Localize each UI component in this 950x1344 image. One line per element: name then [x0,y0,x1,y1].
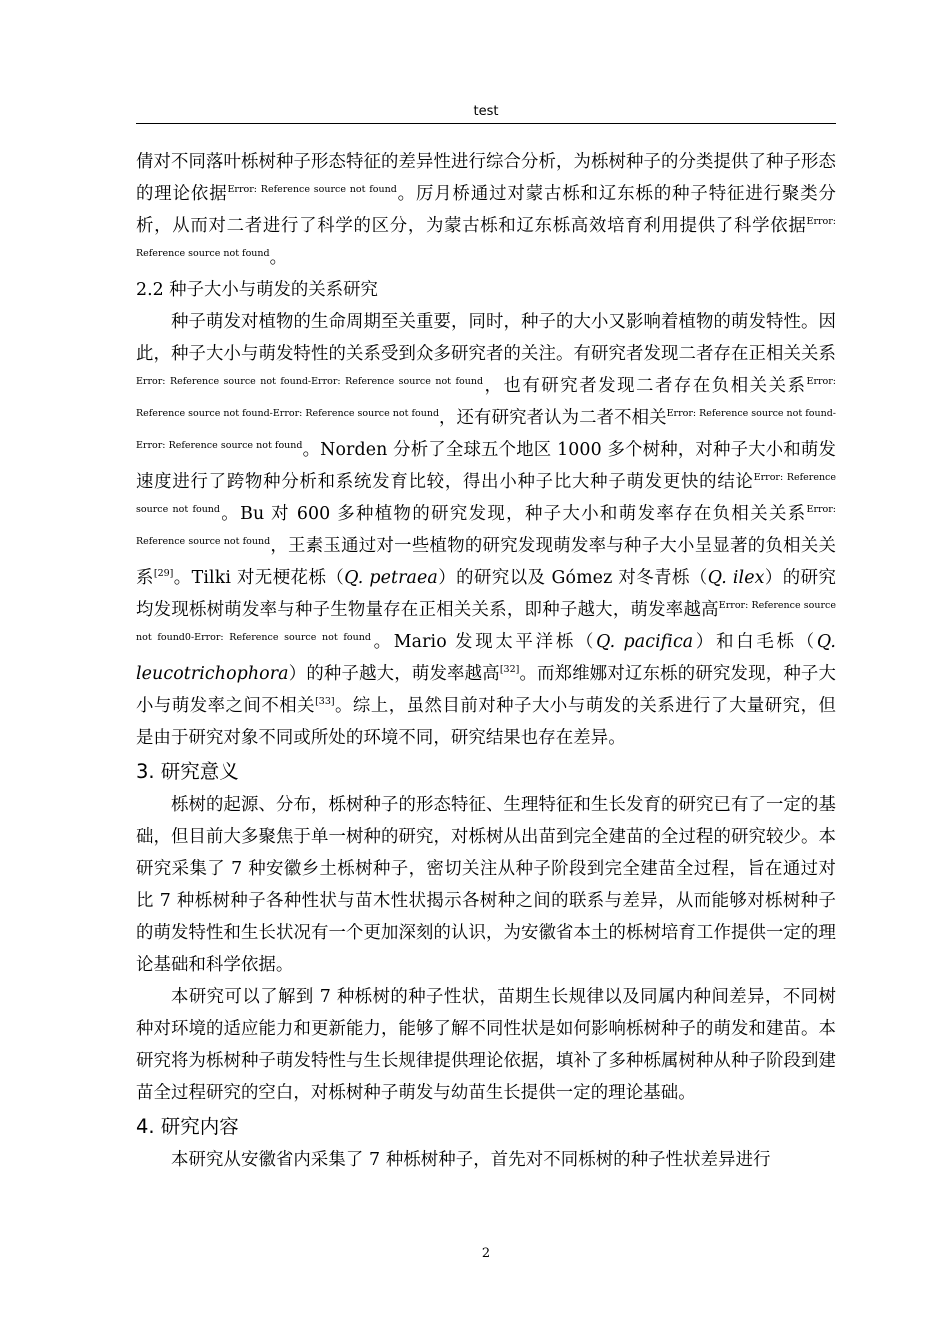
citation-error: Error: Reference source not found [136,472,837,515]
text-run: 。Tilki 对无梗花栎（ [173,568,345,588]
header-rule [136,123,836,124]
subsection-heading-2-2: 2.2 种子大小与萌发的关系研究 [136,280,378,300]
citation-error: Error: Reference source not found-Error: Reference source not found [136,376,836,419]
species-name: Q. petraea [344,568,438,588]
text-run: 倩对不同落叶栎树种子形态特征的差异性进行综合分析，为栎树种子的分类提供了种子形态的理论依据 [136,152,836,204]
citation-33: [33] [315,696,335,707]
text-run: 。厉月桥通过对蒙古栎和辽东栎的种子特征进行聚类分析，从而对二者进行了科学的区分，为蒙古栎和辽东栎高效培育利用提供了科学依据 [136,184,836,236]
text-run: 。综上，虽然目前对种子大小与萌发的关系进行了大量研究，但是由于研究对象不同或所处的环境不同，研究结果也存在差异。 [136,696,836,748]
text-run: ）的研究以及 Gómez 对冬青栎（ [437,568,708,588]
citation-29: [29] [153,568,174,579]
species-name: Q. pacifica [596,632,694,652]
text-run: 。 [269,248,288,268]
text-run: ）和白毛栎（ [693,632,817,652]
paragraph-seed-size-germination [136,306,836,754]
text-run: 。而郑维娜对辽东栎的研究发现，种子大小与萌发率之间不相关 [136,664,836,716]
species-name: Q. leucotrichophora [136,632,836,684]
paragraph-research-content: 本研究从安徽省内采集了 7 种栎树种子，首先对不同栎树的种子性状差异进行 [171,1150,771,1170]
page-body [136,146,836,1176]
text-run: ，还有研究者认为二者不相关 [439,408,667,428]
paragraph-morphology-continued [136,146,836,274]
text-run: ）的种子越大，萌发率越高 [288,664,500,684]
section-heading-3: 3. 研究意义 [136,760,239,783]
citation-error: Error: Reference source not found [227,184,397,195]
text-run: ，也有研究者发现二者存在负相关关系 [483,376,807,396]
text-run: ）的研究均发现栎树萌发率与种子生物量存在正相关关系，即种子越大，萌发率越高 [136,568,837,620]
citation-error: Error: Reference source not found-Error: Reference source not found [136,408,836,451]
text-run: ，王素玉通过对一些植物的研究发现萌发率与种子大小呈显著的负相关关系 [136,536,837,588]
citation-32: [32] [499,664,520,675]
paragraph-significance-2: 本研究可以了解到 7 种栎树的种子性状，苗期生长规律以及同属内种间差异，不同树种对环境的适应能力和更新能力，能够了解不同性状是如何影响栎树种子的萌发和建苗。本研究将为栎树种子萌发特性与生长规律提供理论依据，填补了多种栎属树种从种子阶段到建苗全过程研究的空白，对栎树种子萌发与幼苗生长提供一定的理论基础。 [136,987,836,1103]
text-run: 。Norden 分析了全球五个地区 1000 多个树种，对种子大小和萌发速度进行了跨物种分析和系统发育比较，得出小种子比大种子萌发更快的结论 [136,440,836,492]
section-heading-4: 4. 研究内容 [136,1115,239,1138]
paragraph-significance-1: 栎树的起源、分布，栎树种子的形态特征、生理特征和生长发育的研究已有了一定的基础，但目前大多聚焦于单一树种的研究，对栎树从出苗到完全建苗的全过程的研究较少。本研究采集了 7 种安徽乡土栎树种子，密切关注从种子阶段到完全建苗全过程，旨在通过对比 7 种栎树种子各种性状与苗木性状揭示各树种之间的联系与差异，从而能够对栎树种子的萌发特性和生长状况有一个更加深刻的认识，为安徽省本土的栎树培育工作提供一定的理论基础和科学依据。 [136,795,836,975]
citation-error: Error: Reference source not found-Error: Reference source not found [136,376,484,387]
citation-error: Error: Reference source not found [136,216,836,259]
text-run: 。Mario 发现太平洋栎（ [370,632,597,652]
species-name: Q. ilex [707,568,765,588]
text-run: 种子萌发对植物的生命周期至关重要，同时，种子的大小又影响着植物的萌发特性。因此，种子大小与萌发特性的关系受到众多研究者的关注。有研究者发现二者存在正相关关系 [136,312,836,364]
text-run: 。Bu 对 600 多种植物的研究发现，种子大小和萌发率存在负相关关系 [220,504,807,524]
page-number: 2 [481,1246,491,1261]
citation-error: Error: Reference source not found [136,504,836,547]
citation-error: Error: Reference source not found0-Error: Reference source not found [136,600,836,643]
running-header: test [473,104,499,119]
